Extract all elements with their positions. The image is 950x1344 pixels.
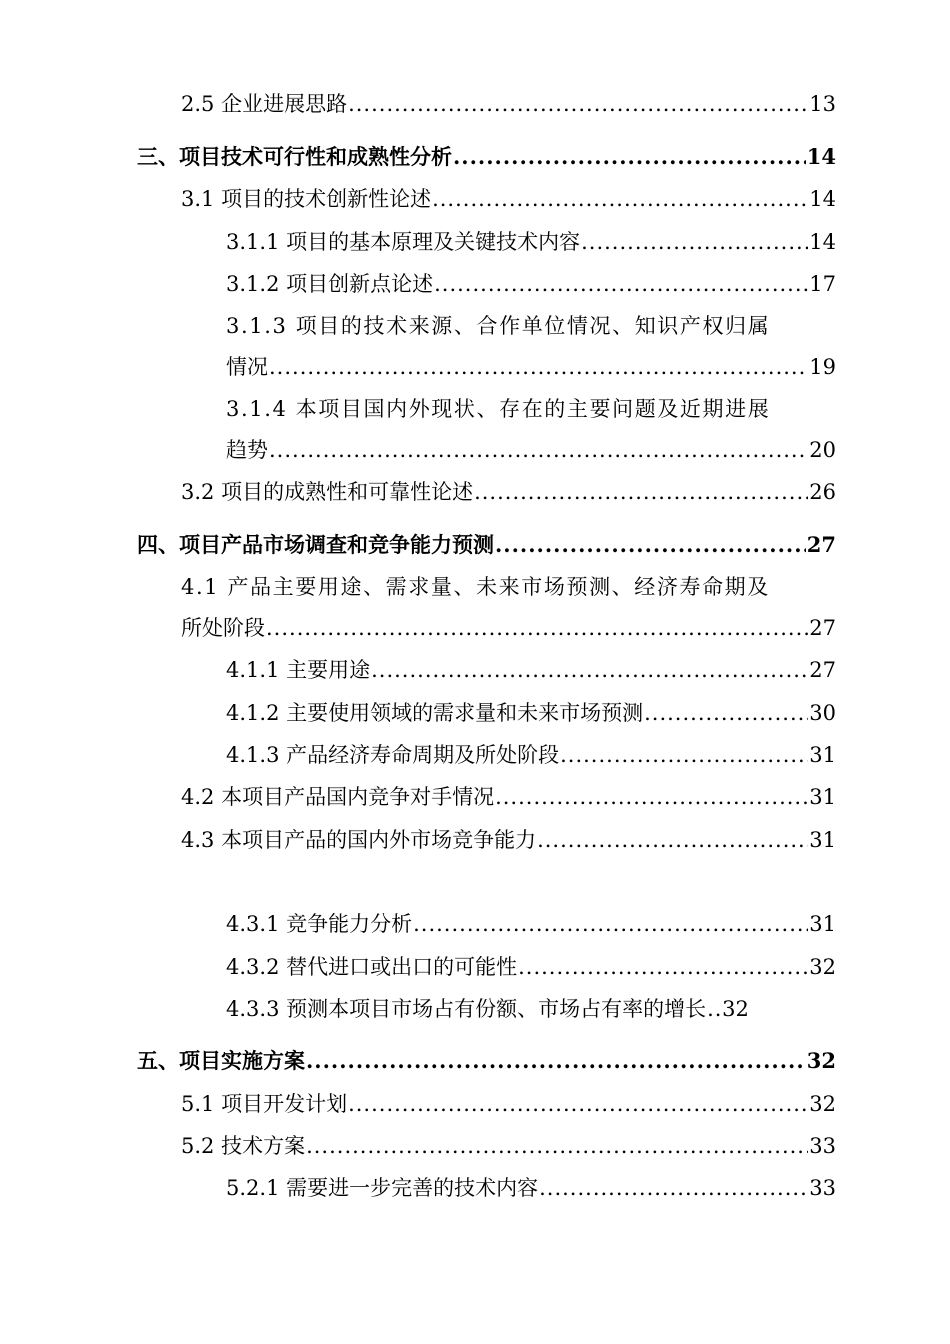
toc-page-number: 33	[809, 1176, 836, 1200]
toc-page-number: 14	[806, 144, 836, 169]
toc-entry-4-1-1[interactable]	[226, 649, 836, 691]
toc-entry-2-5[interactable]	[181, 83, 836, 125]
toc-leader-dots	[306, 1040, 806, 1082]
toc-leader-dots	[518, 946, 808, 988]
toc-leader-dots	[581, 221, 808, 263]
toc-leader-dots	[453, 136, 806, 178]
toc-entry-4-3-3[interactable]	[226, 988, 836, 1030]
toc-leader-dots	[269, 429, 808, 471]
toc-leader-dots	[348, 83, 808, 125]
toc-leader-dots	[432, 178, 808, 220]
toc-leader-dots	[539, 1167, 808, 1209]
toc-entry-4-1-line1[interactable]: 4.1 产品主要用途、需求量、未来市场预测、经济寿命期及	[181, 575, 770, 599]
toc-title: 趋势	[226, 438, 268, 462]
toc-title: 4.1.1 主要用途	[226, 658, 371, 682]
toc-entry-4-2[interactable]	[181, 776, 836, 818]
toc-leader-dots	[495, 776, 808, 818]
toc-entry-4-1-2[interactable]	[226, 692, 836, 734]
toc-leader-dots	[348, 1083, 808, 1125]
toc-leader-dots	[413, 903, 808, 945]
toc-leader-dots	[495, 524, 806, 566]
toc-page-number: 27	[809, 658, 836, 682]
toc-leader-dots	[707, 988, 721, 1030]
toc-title: 4.1.2 主要使用领域的需求量和未来市场预测	[226, 701, 644, 725]
toc-page-number: 19	[809, 355, 836, 379]
toc-leader-dots	[306, 1125, 808, 1167]
toc-page-number: 32	[806, 1048, 836, 1073]
toc-entry-chapter-5[interactable]	[137, 1040, 836, 1082]
toc-leader-dots	[434, 263, 808, 305]
toc-leader-dots	[269, 346, 808, 388]
toc-title: 3.2 项目的成熟性和可靠性论述	[181, 480, 474, 504]
toc-entry-5-1[interactable]	[181, 1083, 836, 1125]
toc-entry-4-1-3[interactable]	[226, 734, 836, 776]
toc-entry-3-1-2[interactable]	[226, 263, 836, 305]
toc-page-number: 27	[806, 532, 836, 557]
toc-title: 3.1 项目的技术创新性论述	[181, 187, 432, 211]
toc-page-number: 31	[809, 743, 836, 767]
toc-title: 四、项目产品市场调查和竞争能力预测	[137, 532, 494, 557]
toc-page-number: 31	[809, 785, 836, 809]
toc-entry-4-1[interactable]	[181, 607, 836, 649]
toc-title: 情况	[226, 355, 268, 379]
toc-title: 4.3.1 竞争能力分析	[226, 912, 413, 936]
toc-page-number: 32	[722, 997, 749, 1021]
toc-title: 5.2.1 需要进一步完善的技术内容	[226, 1176, 539, 1200]
toc-entry-5-2-1[interactable]	[226, 1167, 836, 1209]
toc-entry-3-1[interactable]	[181, 178, 836, 220]
toc-title: 三、项目技术可行性和成熟性分析	[137, 144, 452, 169]
toc-page-number: 26	[809, 480, 836, 504]
toc-title: 所处阶段	[181, 616, 265, 640]
toc-title: 4.3.3 预测本项目市场占有份额、市场占有率的增长	[226, 997, 707, 1021]
toc-entry-5-2[interactable]	[181, 1125, 836, 1167]
toc-page-number: 31	[809, 828, 836, 852]
toc-leader-dots	[537, 819, 808, 861]
toc-entry-chapter-3[interactable]	[137, 136, 836, 178]
toc-entry-4-3-1[interactable]	[226, 903, 836, 945]
toc-title: 5.1 项目开发计划	[181, 1092, 348, 1116]
toc-leader-dots	[474, 471, 808, 513]
toc-entry-chapter-4[interactable]	[137, 524, 836, 566]
toc-leader-dots	[266, 607, 808, 649]
toc-title: 3.1.2 项目创新点论述	[226, 272, 434, 296]
toc-page-number: 27	[809, 616, 836, 640]
toc-page-number: 17	[809, 272, 836, 296]
toc-leader-dots	[560, 734, 808, 776]
toc-title: 5.2 技术方案	[181, 1134, 306, 1158]
toc-page-number: 14	[809, 230, 836, 254]
toc-entry-3-1-1[interactable]	[226, 221, 836, 263]
toc-page-number: 30	[809, 701, 836, 725]
toc-entry-3-1-3[interactable]	[226, 346, 836, 388]
toc-entry-3-2[interactable]	[181, 471, 836, 513]
toc-entry-4-3[interactable]	[181, 819, 836, 861]
toc-entry-4-3-2[interactable]	[226, 946, 836, 988]
toc-title: 4.3.2 替代进口或出口的可能性	[226, 955, 518, 979]
toc-page-number: 14	[809, 187, 836, 211]
toc-entry-3-1-4-line1[interactable]: 3.1.4 本项目国内外现状、存在的主要问题及近期进展	[226, 397, 771, 421]
toc-title: 3.1.1 项目的基本原理及关键技术内容	[226, 230, 581, 254]
toc-leader-dots	[371, 649, 808, 691]
toc-title: 4.1.3 产品经济寿命周期及所处阶段	[226, 743, 560, 767]
toc-title: 2.5 企业进展思路	[181, 92, 348, 116]
toc-entry-3-1-4[interactable]	[226, 429, 836, 471]
toc-title: 4.2 本项目产品国内竞争对手情况	[181, 785, 495, 809]
toc-page-number: 31	[809, 912, 836, 936]
toc-page-number: 32	[809, 955, 836, 979]
toc-entry-3-1-3-line1[interactable]: 3.1.3 项目的技术来源、合作单位情况、知识产权归属	[226, 314, 771, 338]
toc-title: 4.3 本项目产品的国内外市场竞争能力	[181, 828, 537, 852]
toc-page-number: 20	[809, 438, 836, 462]
toc-page-number: 13	[809, 92, 836, 116]
toc-page-number: 33	[809, 1134, 836, 1158]
toc-page-number: 32	[809, 1092, 836, 1116]
toc-title: 五、项目实施方案	[137, 1048, 305, 1073]
toc-leader-dots	[644, 692, 808, 734]
